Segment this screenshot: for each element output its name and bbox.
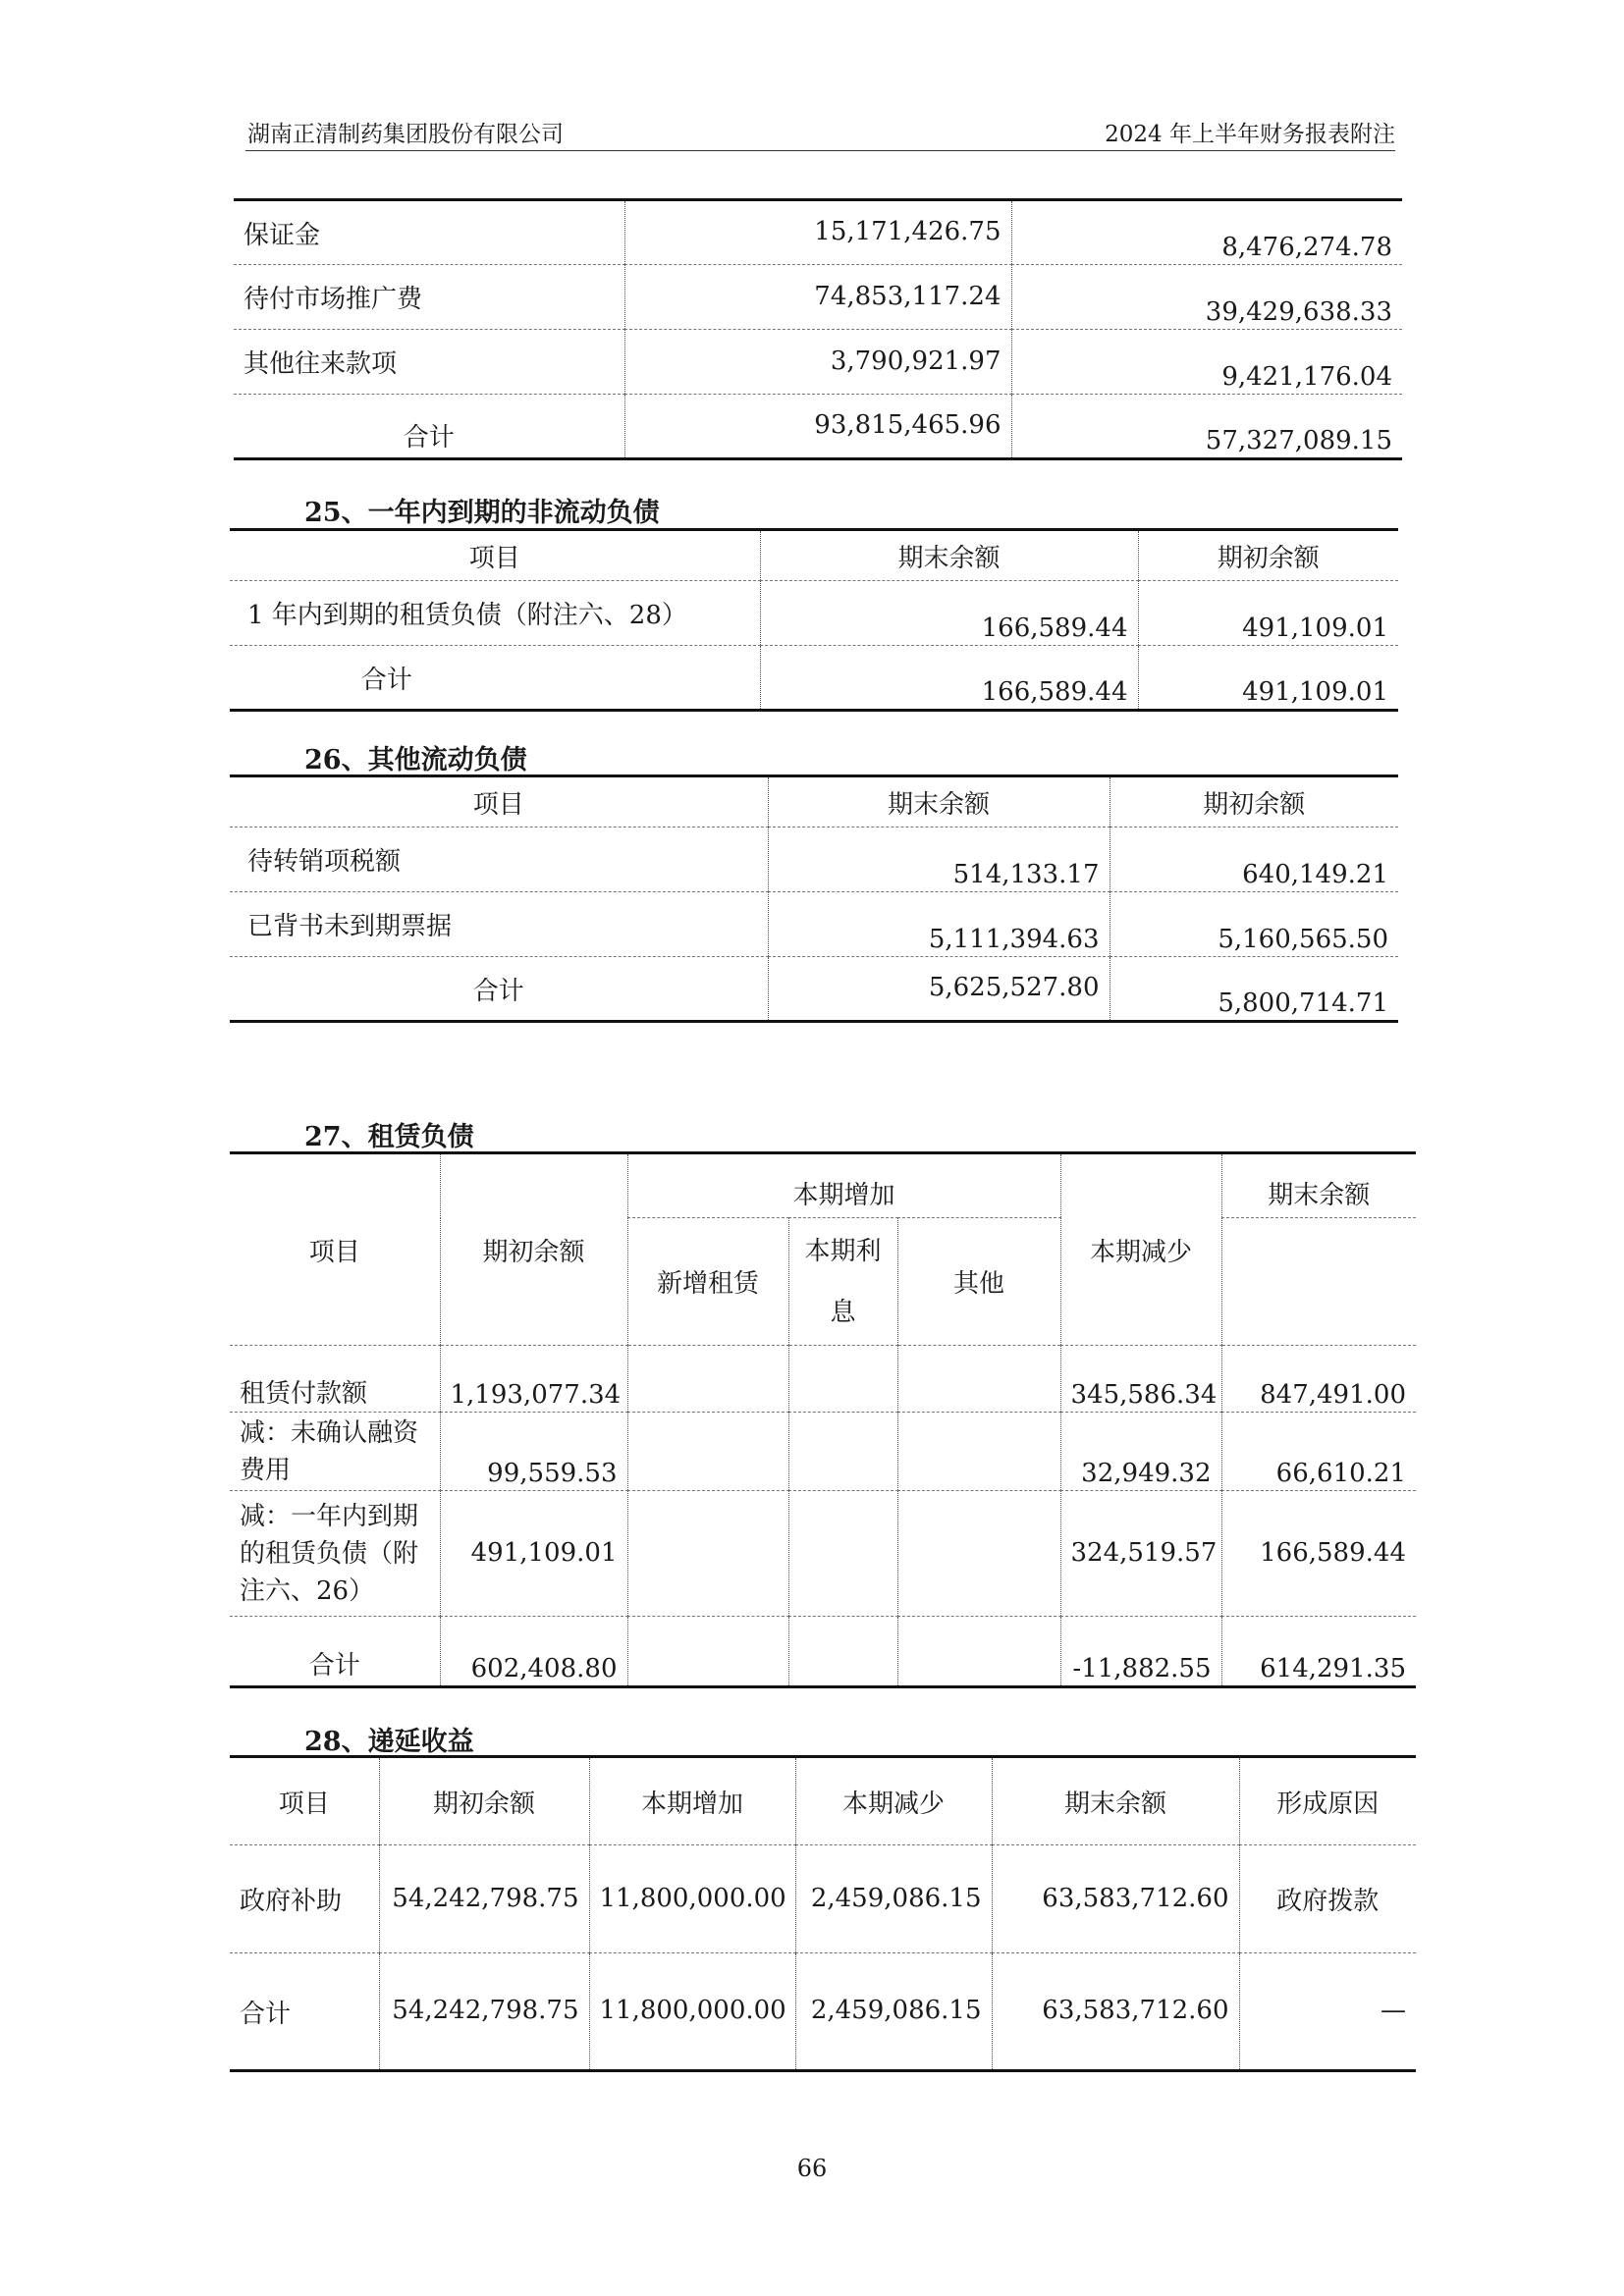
table-row: [234, 200, 1402, 265]
table-section-28: [230, 1755, 1416, 2072]
section-25-title: 25、一年内到期的非流动负债: [304, 498, 660, 528]
row-decrease: 32,949.32: [1060, 1413, 1221, 1491]
table-header-row: [230, 776, 1398, 828]
row-item: 合计: [360, 665, 412, 695]
row-decrease: 2,459,086.15: [795, 1953, 992, 2071]
table-header-row: [230, 1757, 1416, 1845]
row-end: 66,610.21: [1221, 1413, 1416, 1491]
row-begin: 57,327,089.15: [1011, 395, 1402, 459]
table-section-27: [230, 1151, 1416, 1688]
row-increase: 11,800,000.00: [589, 1953, 795, 2071]
row-begin: 5,800,714.71: [1110, 957, 1398, 1022]
row-end: 3,790,921.97: [624, 330, 1011, 395]
row-begin: 8,476,274.78: [1011, 200, 1402, 265]
row-decrease: -11,882.55: [1060, 1617, 1221, 1687]
row-item: 其他往来款项: [244, 349, 398, 379]
row-end: 63,583,712.60: [992, 1953, 1239, 2071]
col-header-other: 其他: [897, 1218, 1060, 1346]
table-row: [230, 1346, 1416, 1413]
col-header-decrease: 本期减少: [1060, 1153, 1221, 1346]
section-28-title: 28、递延收益: [304, 1727, 474, 1757]
row-reason: 政府拨款: [1239, 1845, 1416, 1953]
row-end: 166,589.44: [760, 581, 1138, 646]
row-decrease: 324,519.57: [1060, 1491, 1221, 1617]
row-item: 1 年内到期的租赁负债（附注六、28）: [247, 601, 687, 630]
row-end: 63,583,712.60: [992, 1845, 1239, 1953]
row-item: 保证金: [244, 220, 321, 250]
row-item: 减：未确认融资费用: [240, 1417, 419, 1485]
row-end: 15,171,426.75: [624, 200, 1011, 265]
col-header-begin: 期初余额: [1138, 530, 1398, 581]
col-header-begin: 期初余额: [1110, 776, 1398, 828]
row-end: 5,111,394.63: [768, 892, 1110, 957]
row-begin: 39,429,638.33: [1011, 265, 1402, 330]
row-increase: 11,800,000.00: [589, 1845, 795, 1953]
row-item: 合计: [240, 1999, 292, 2029]
row-reason: —: [1239, 1953, 1416, 2071]
col-header-end: 期末余额: [1221, 1153, 1416, 1218]
table-row: [230, 581, 1398, 646]
row-begin: 640,149.21: [1110, 828, 1398, 892]
row-item: 合计: [403, 423, 455, 453]
col-header-end: 期末余额: [768, 776, 1110, 828]
row-begin: 5,160,565.50: [1110, 892, 1398, 957]
row-item: 合计: [472, 976, 524, 1006]
row-begin: 491,109.01: [440, 1491, 627, 1617]
col-header-interest: 本期利息: [788, 1218, 897, 1346]
row-decrease: 345,586.34: [1060, 1346, 1221, 1413]
header-doc-title: 2024 年上半年财务报表附注: [1105, 122, 1395, 147]
section-27-title: 27、租赁负债: [304, 1122, 474, 1152]
row-item: 合计: [308, 1651, 360, 1681]
table-header-row: [230, 530, 1398, 581]
row-begin: 54,242,798.75: [379, 1953, 589, 2071]
row-end: 614,291.35: [1221, 1617, 1416, 1687]
table-row: [234, 265, 1402, 330]
row-begin: 9,421,176.04: [1011, 330, 1402, 395]
col-header-increase: 本期增加: [589, 1757, 795, 1845]
col-header-item: 项目: [472, 789, 524, 820]
col-header-begin: 期初余额: [440, 1153, 627, 1346]
row-begin: 491,109.01: [1138, 646, 1398, 711]
table-row: [230, 892, 1398, 957]
table-row: [230, 1413, 1416, 1491]
col-header-end: 期末余额: [760, 530, 1138, 581]
table-row-total: [234, 395, 1402, 459]
col-header-item: 项目: [468, 543, 520, 573]
col-header-decrease: 本期减少: [795, 1757, 992, 1845]
row-item: 待转销项税额: [247, 847, 402, 877]
row-item: 已背书未到期票据: [247, 912, 453, 941]
table-row-total: [230, 1953, 1416, 2071]
row-item: 待付市场推广费: [244, 285, 423, 314]
header-company: 湖南正清制药集团股份有限公司: [247, 122, 564, 147]
row-end: 847,491.00: [1221, 1346, 1416, 1413]
row-end: 514,133.17: [768, 828, 1110, 892]
col-header-item: 项目: [230, 1153, 440, 1346]
table-section-25: [230, 528, 1398, 712]
table-row: [234, 330, 1402, 395]
row-begin: 99,559.53: [440, 1413, 627, 1491]
row-end: 5,625,527.80: [768, 957, 1110, 1022]
row-end: 93,815,465.96: [624, 395, 1011, 459]
row-end: 166,589.44: [1221, 1491, 1416, 1617]
table-row: [230, 1845, 1416, 1953]
table-row: [230, 828, 1398, 892]
row-begin: 54,242,798.75: [379, 1845, 589, 1953]
col-header-new-lease: 新增租赁: [627, 1218, 788, 1346]
section-26-title: 26、其他流动负债: [304, 745, 527, 775]
table-row-total: [230, 957, 1398, 1022]
col-header-increase: 本期增加: [627, 1153, 1060, 1218]
row-begin: 602,408.80: [440, 1617, 627, 1687]
table-section-26: [230, 774, 1398, 1023]
row-begin: 1,193,077.34: [440, 1346, 627, 1413]
row-begin: 491,109.01: [1138, 581, 1398, 646]
col-header-begin: 期初余额: [379, 1757, 589, 1845]
row-end: 74,853,117.24: [624, 265, 1011, 330]
page-number: 66: [796, 2155, 828, 2182]
row-end: 166,589.44: [760, 646, 1138, 711]
table-row-total: [230, 1617, 1416, 1687]
col-header-item: 项目: [278, 1789, 330, 1819]
row-item: 减：一年内到期的租赁负债（附注六、26）: [240, 1501, 419, 1606]
col-header-reason: 形成原因: [1239, 1757, 1416, 1845]
table-row: [230, 1491, 1416, 1617]
table-row-total: [230, 646, 1398, 711]
row-decrease: 2,459,086.15: [795, 1845, 992, 1953]
row-item: 租赁付款额: [240, 1379, 368, 1409]
row-item: 政府补助: [240, 1887, 343, 1916]
col-header-end: 期末余额: [992, 1757, 1239, 1845]
header-divider: [245, 150, 1395, 151]
table-other-payables-continued: [234, 198, 1402, 460]
